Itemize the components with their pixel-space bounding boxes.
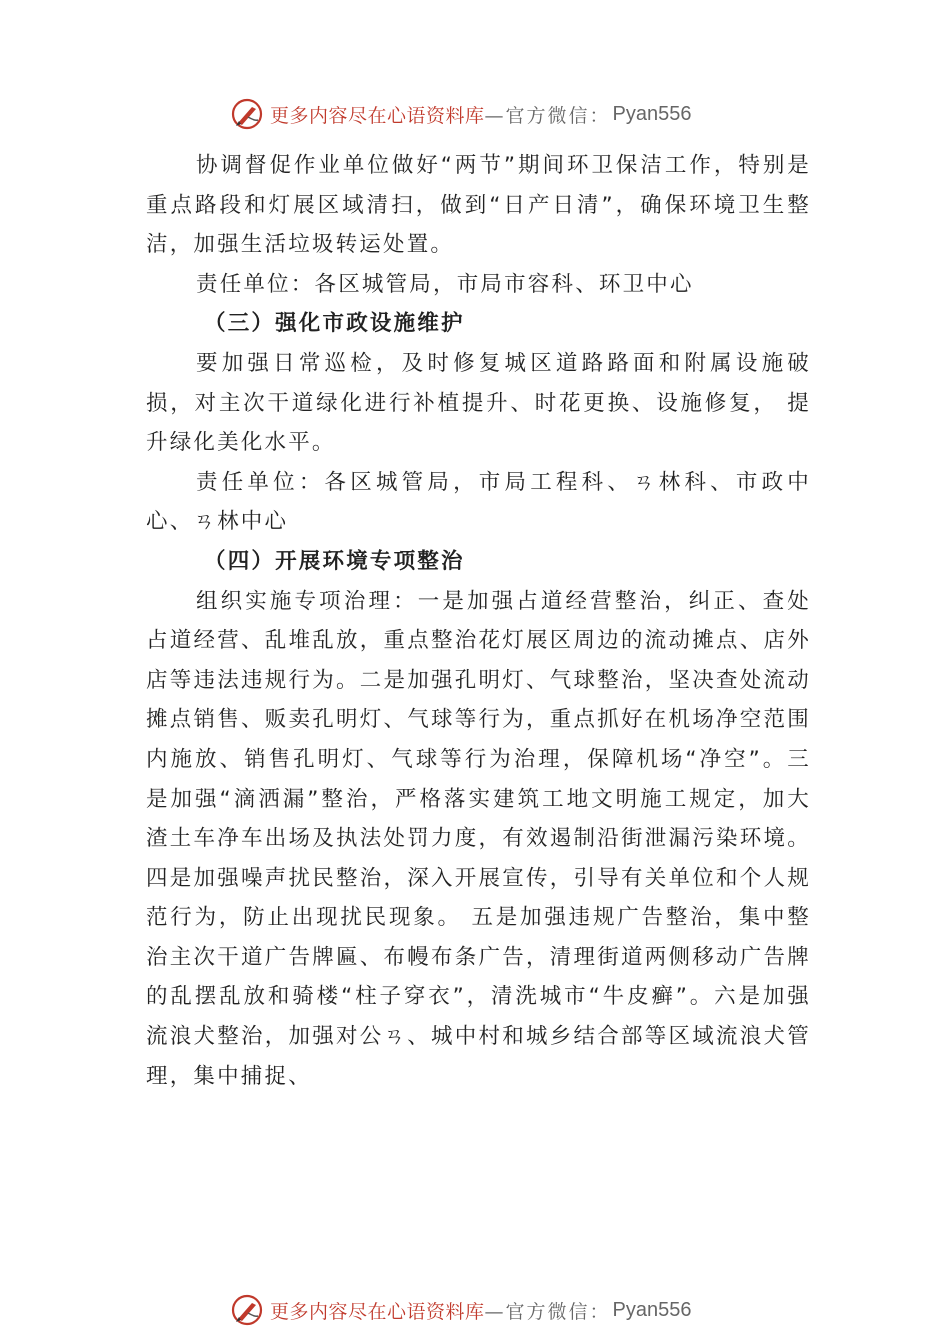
banner-wechat-label: —官方微信： [484,1300,611,1323]
paragraph-municipal: 要加强日常巡检，及时修复城区道路路面和附属设施破损，对主次干道绿化进行补植提升、时花更换、设施修复， 提升绿化美化水平。 [146,350,811,456]
paragraph-sanitation: 协调督促作业单位做好“两节”期间环卫保洁工作，特别是重点路段和灯展区域清扫，做到“日产日清”，确保环境卫生整洁，加强生活垃圾转运处置。 [146,153,811,258]
section-heading-4: （四）开展环境专项整治 [204,548,465,574]
banner-wechat-id: Pyan556 [612,1298,692,1321]
banner-title: 更多内容尽在心语资料库 [270,104,485,127]
footer-banner [230,1292,750,1328]
section-heading-3: （三）强化市政设施维护 [204,311,465,337]
banner-wechat-label: —官方微信： [484,104,611,127]
document-body [146,146,811,1096]
responsibility-line-2: 责任单位：各区城管局，市局工程科、ㄢ林科、市政中心、ㄢ林中心 [146,469,811,535]
header-banner [230,96,750,132]
paragraph-special-rectification: 组织实施专项治理：一是加强占道经营整治，纠正、查处占道经营、乱堆乱放，重点整治花灯展区周边的流动摊点、店外店等违法违规行为。二是加强孔明灯、气球整治，坚决查处流动摊点销售、贩卖孔明灯、气球等行为，重点抓好在机场净空范围内施放、销售孔明灯、气球等行为治理，保障机场“净空”。三是加强“滴洒漏”整治，严格落实建筑工地文明施工规定，加大渣土车净车出场及执法处罚力度，有效遏制沿街泄漏污染环境。四是加强噪声扰民整治，深入开展宣传，引导有关单位和个人规范行为，防止出现扰民现象。 五是加强违规广告整治，集中整治主次干道广告牌匾、布幔布条广告，清理街道两侧移动广告牌的乱摆乱放和骑楼“柱子穿衣”，清洗城市“牛皮癣”。六是加强流浪犬整治，加强对公ㄢ、城中村和城乡结合部等区域流浪犬管理，集中捕捉、 [146,588,811,1089]
pen-logo-icon [230,97,264,131]
pen-logo-icon [230,1293,264,1327]
banner-title: 更多内容尽在心语资料库 [270,1300,485,1323]
banner-wechat-id: Pyan556 [612,102,692,125]
responsibility-line-1: 责任单位：各区城管局，市局市容科、环卫中心 [196,271,694,297]
